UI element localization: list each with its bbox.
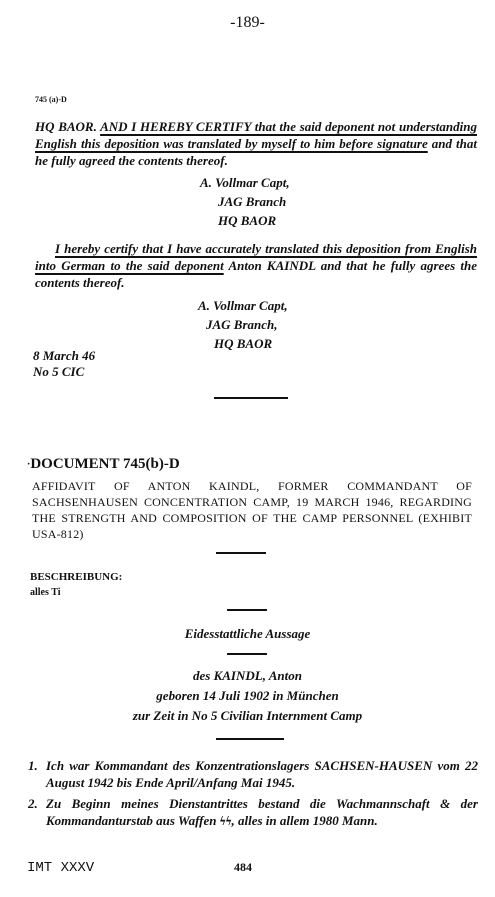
affidavit-heading: Eidesstattliche Aussage <box>184 626 311 641</box>
deponent-divider <box>216 738 284 740</box>
heading-divider <box>227 653 267 655</box>
list-item-number: 1. <box>28 758 38 773</box>
date-line: 8 March 46 <box>33 348 96 363</box>
document-description: AFFIDAVIT OF ANTON KAINDL, FORMER COMMANDANT OF SACHSENHAUSEN CONCENTRATION CAMP, 19 MARCH 1946, REGARDING THE STRENGTH AND COMPOSITION OF THE CAMP PERSONNEL (EXHIBIT USA-812) <box>32 479 472 541</box>
para1-lead: HQ BAOR. <box>35 119 97 134</box>
deponent-line: des KAINDL, Anton <box>193 668 302 683</box>
list-item-text: Ich war Kommandant des Konzentrationslagers SACHSEN-HAUSEN vom 22 August 1942 bis Ende April/Anfang Mai 1945. <box>46 758 478 790</box>
footer-page-number: 484 <box>234 860 252 874</box>
date-place-block <box>33 348 95 380</box>
document-title-text: DOCUMENT 745(b)-D <box>30 456 180 472</box>
footer-volume: IMT XXXV <box>27 860 95 876</box>
sig1-line: A. Vollmar Capt, <box>200 175 290 190</box>
description-divider <box>216 552 266 554</box>
signature-block-1 <box>200 173 360 230</box>
list-item <box>28 795 478 829</box>
document-reference: 745 (a)-D <box>35 95 67 104</box>
sig1-line: JAG Branch <box>218 194 287 209</box>
page-number: -189- <box>230 14 265 31</box>
para1-underlined: AND I HEREBY CERTIFY that the said deponent not understanding English this deposition was translated by myself to him before signature <box>35 119 477 151</box>
deponent-line: zur Zeit in No 5 Civilian Internment Camp <box>132 708 363 723</box>
list-item <box>28 757 478 791</box>
para1-rest: and that he fully agreed the contents thereof. <box>35 136 478 168</box>
list-item-text: Zu Beginn meines Dienstantrittes bestand die Wachmannschaft & der Kommandanturstab aus Waffen ϟϟ, alles in allem 1980 Mann. <box>46 796 478 828</box>
sig1-line: HQ BAOR <box>218 213 277 228</box>
certification-paragraph <box>35 118 477 169</box>
beschreibung-block <box>30 569 122 601</box>
sig2-line: A. Vollmar Capt, <box>198 298 288 313</box>
section-divider <box>214 397 288 399</box>
beschreibung-label: BESCHREIBUNG: <box>30 571 123 583</box>
beschreibung-divider <box>227 609 267 611</box>
beschreibung-value: alles Ti <box>30 587 61 598</box>
place-line: No 5 CIC <box>33 364 85 379</box>
deponent-line: geboren 14 Juli 1902 in München <box>156 688 339 703</box>
sig2-line: HQ BAOR <box>214 336 273 351</box>
sig2-line: JAG Branch, <box>206 317 278 332</box>
list-item-number: 2. <box>28 796 38 811</box>
document-title: ·DOCUMENT 745(b)-D <box>27 456 180 472</box>
para2-underlined: I hereby certify that I have accurately translated this deposition from English into German to the said deponent <box>35 241 477 273</box>
translation-certification-paragraph <box>35 240 477 291</box>
signature-block-2 <box>198 296 358 353</box>
para2-rest: Anton KAINDL and that he fully agrees the contents thereof. <box>35 258 477 290</box>
deponent-block <box>0 666 495 726</box>
